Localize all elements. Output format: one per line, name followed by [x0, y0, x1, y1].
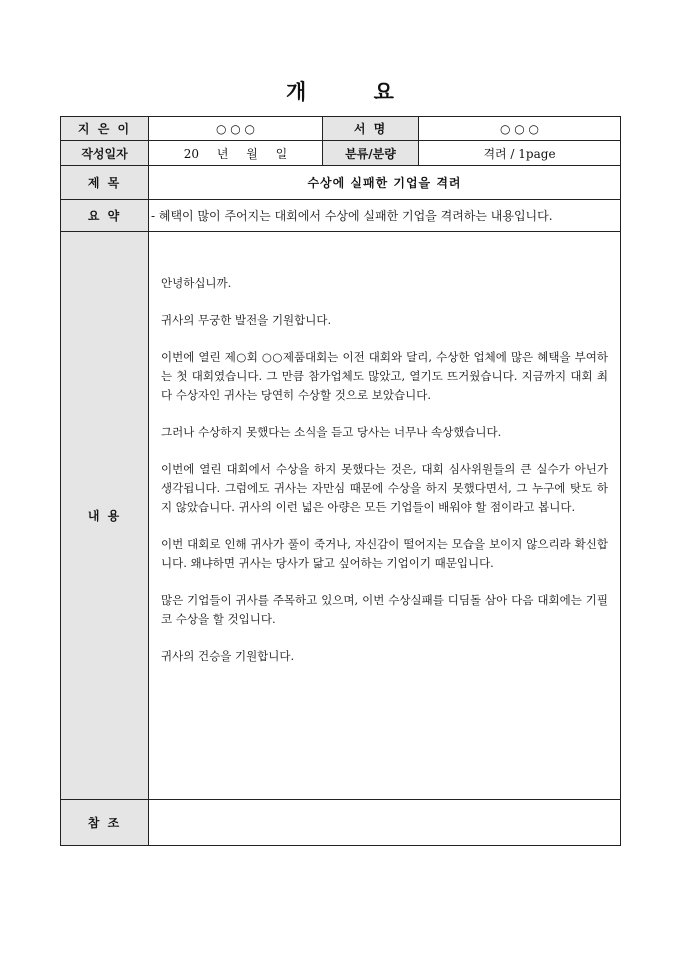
content-label: 내 용 — [61, 232, 149, 800]
summary-value[interactable]: - 혜택이 많이 주어지는 대회에서 수상에 실패한 기업을 격려하는 내용입니다. — [149, 200, 621, 232]
reference-value[interactable] — [149, 800, 621, 846]
content-paragraph: 이번에 열린 대회에서 수상을 하지 못했다는 것은, 대회 심사위원들의 큰 실수가 아닌가 생각됩니다. 그럼에도 귀사는 자만심 때문에 수상을 하지 못했다면서, 그 누구에 탓도 하지 않았습니다. 귀사의 이런 넓은 아량은 모든 기업들이 배워야 할 점이라고 봅니다. — [161, 462, 608, 514]
date-value[interactable]: 20 년 월 일 — [149, 141, 323, 166]
subject-value[interactable]: 수상에 실패한 기업을 격려 — [149, 166, 621, 200]
signature-label: 서 명 — [323, 117, 419, 141]
content-paragraph: 그러나 수상하지 못했다는 소식을 듣고 당사는 너무나 속상했습니다. — [161, 425, 502, 439]
content-paragraph: 많은 기업들이 귀사를 주목하고 있으며, 이번 수상실패를 디딤돌 삼아 다음 대회에는 기필코 수상을 할 것입니다. — [161, 593, 608, 626]
content-paragraph: 이번 대회로 인해 귀사가 풀이 죽거나, 자신감이 떨어지는 모습을 보이지 않으리라 확신합니다. 왜냐하면 귀사는 당사가 닮고 싶어하는 기업이기 때문입니다. — [161, 537, 608, 570]
content-body[interactable] — [149, 232, 621, 800]
subject-label: 제 목 — [61, 166, 149, 200]
content-paragraph: 귀사의 무궁한 발전을 기원합니다. — [161, 313, 332, 327]
date-label: 작성일자 — [61, 141, 149, 166]
signature-value[interactable]: ○ ○ ○ — [419, 117, 621, 141]
category-label: 분류/분량 — [323, 141, 419, 166]
author-value[interactable]: ○ ○ ○ — [149, 117, 323, 141]
document-title: 개 요 — [286, 79, 424, 104]
category-value[interactable]: 격려 / 1page — [419, 141, 621, 166]
reference-label: 참 조 — [61, 800, 149, 846]
content-paragraph: 귀사의 건승을 기원합니다. — [161, 649, 295, 663]
overview-form — [60, 116, 621, 846]
summary-label: 요 약 — [61, 200, 149, 232]
content-paragraph: 안녕하십니까. — [161, 276, 232, 290]
content-paragraph: 이번에 열린 제○회 ○○제품대회는 이전 대회와 달리, 수상한 업체에 많은 혜택을 부여하는 첫 대회였습니다. 그 만큼 참가업체도 많았고, 열기도 뜨거웠습니다. 지금까지 대회 최다 수상자인 귀사는 당연히 수상할 것으로 보았습니다. — [161, 350, 608, 402]
author-label: 지 은 이 — [61, 117, 149, 141]
